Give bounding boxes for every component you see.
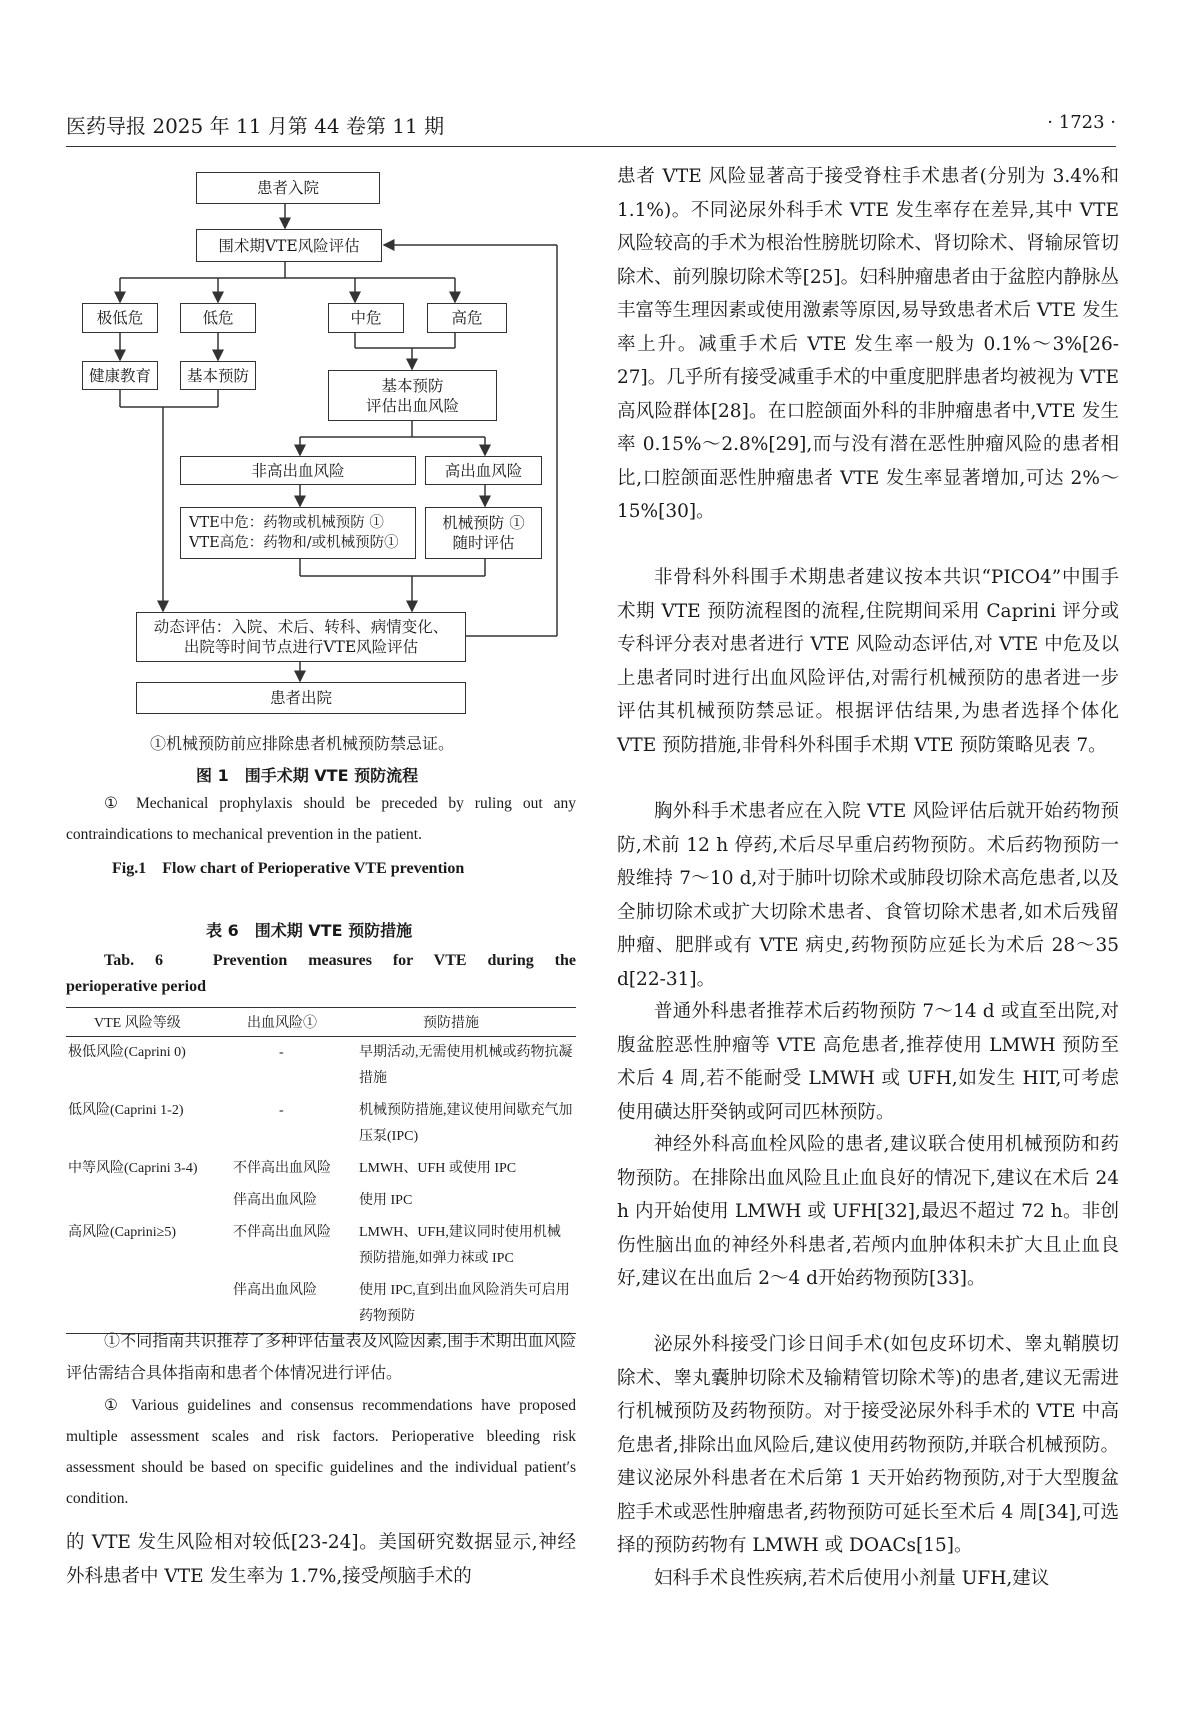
fc-high-risk: 高危 xyxy=(427,303,507,333)
table-header: VTE 风险等级 xyxy=(66,1008,231,1037)
body-paragraph: 患者 VTE 风险显著高于接受脊柱手术患者(分别为 3.4%和 1.1%)。不同泌尿外科手术 VTE 发生率存在差异,其中 VTE 风险较高的手术为根治性膀胱切除术、肾切除术、肾输尿管切除术、前列腺切除术等[25]。妇科肿瘤患者由于盆腔内静脉丛丰富等生理因素或使用激素等原因,易导致患者术后 VTE 发生率上升。减重手术后 VTE 发生率一般为 0.1%～3%[26-27]。几乎所有接受减重手术的中重度肥胖患者均被视为 VTE 高风险群体[28]。在口腔颌面外科的非肿瘤患者中,VTE 发生率 0.15%～2.8%[29],而与没有潜在恶性肿瘤风险的患者相比,口腔颌面恶性肿瘤患者 VTE 发生率显著增加,可达 2%～15%[30]。 xyxy=(617,166,1119,522)
table-header: 出血风险① xyxy=(231,1008,343,1037)
table-row xyxy=(66,1217,576,1275)
table-cell: 低风险(Caprini 1-2) xyxy=(68,1103,184,1118)
tab6-title-en-line1: Tab. 6 Prevention measures for VTE during the xyxy=(104,952,576,969)
table-cell xyxy=(66,1185,231,1217)
fc-low-risk: 低危 xyxy=(180,303,256,333)
fig1-title-en: Fig.1 Flow chart of Perioperative VTE prevention xyxy=(112,860,465,877)
tab6-note-cn: ①不同指南共识推荐了多种评估量表及风险因素,围手术期出血风险评估需结合具体指南和患者个体情况进行评估。 xyxy=(66,1331,576,1382)
table-cell: LMWH、UFH,建议同时使用机械预防措施,如弹力袜或 IPC xyxy=(359,1225,561,1266)
fc-admission: 患者入院 xyxy=(196,172,380,204)
fc-health-education: 健康教育 xyxy=(82,361,158,390)
table-cell: 使用 IPC xyxy=(359,1193,413,1208)
body-paragraph: 胸外科手术患者应在入院 VTE 风险评估后就开始药物预防,术前 12 h 停药,术后尽早重启药物预防。术后药物预防一般维持 7～10 d,对于肺叶切除术或肺段切除术高危患者,以及全肺切除术或扩大切除术患者、食管切除术患者,如术后残留肿瘤、肥胖或有 VTE 病史,药物预防应延长为术后 28～35 d[22-31]。 xyxy=(617,801,1119,990)
table-cell: 不伴高出血风险 xyxy=(233,1161,331,1176)
fc-high-bleeding: 高出血风险 xyxy=(425,456,542,485)
journal-header: 医药导报 2025 年 11 月第 44 卷第 11 期 xyxy=(66,114,445,138)
table-cell: LMWH、UFH 或使用 IPC xyxy=(359,1161,517,1176)
table-cell: 不伴高出血风险 xyxy=(233,1225,331,1240)
fig1-title-cn: 图 1 围手术期 VTE 预防流程 xyxy=(196,766,419,785)
table-cell: 中等风险(Caprini 3-4) xyxy=(68,1161,198,1176)
fc-risk-assessment: 围术期VTE风险评估 xyxy=(196,229,382,262)
table-cell: - xyxy=(279,1103,284,1118)
table-cell: 使用 IPC,直到出血风险消失可启用药物预防 xyxy=(343,1275,576,1334)
tab6-title-en-line2: perioperative period xyxy=(66,978,206,995)
fc-non-high-bleeding: 非高出血风险 xyxy=(180,456,416,485)
table-cell: 早期活动,无需使用机械或药物抗凝措施 xyxy=(359,1045,573,1086)
fc-mechanical-prevention: 机械预防 ① 随时评估 xyxy=(425,507,542,559)
fc-mid-risk: 中危 xyxy=(328,303,404,333)
table-cell: 高风险(Caprini≥5) xyxy=(68,1225,177,1240)
table-cell: 伴高出血风险 xyxy=(231,1275,343,1334)
table-row xyxy=(66,1095,576,1153)
table-cell: 极低风险(Caprini 0) xyxy=(68,1045,186,1060)
table-row xyxy=(66,1153,576,1185)
fc-dynamic-assessment: 动态评估：入院、术后、转科、病情变化、 出院等时间节点进行VTE风险评估 xyxy=(136,612,466,662)
fc-basic-prevention: 基本预防 xyxy=(180,361,256,390)
fc-discharge: 患者出院 xyxy=(136,682,466,714)
table-row xyxy=(66,1037,576,1096)
body-paragraph: 妇科手术良性疾病,若术后使用小剂量 UFH,建议 xyxy=(654,1568,1050,1589)
page-number: · 1723 · xyxy=(1047,112,1116,133)
table-cell: - xyxy=(279,1045,284,1060)
fig1-note-cn: ①机械预防前应排除患者机械预防禁忌证。 xyxy=(150,734,455,753)
fc-vte-measures: VTE中危：药物或机械预防 ① VTE高危：药物和/或机械预防① xyxy=(180,507,416,559)
body-paragraph: 泌尿外科接受门诊日间手术(如包皮环切术、睾丸鞘膜切除术、睾丸囊肿切除术及输精管切除术等)的患者,建议无需进行机械预防及药物预防。对于接受泌尿外科手术的 VTE 中高危患者,排除出血风险后,建议使用药物预防,并联合机械预防。建议泌尿外科患者在术后第 1 天开始药物预防,对于大型腹盆腔手术或恶性肿瘤患者,药物预防可延长至术后 4 周[34],可选择的预防药物有 LMWH 或 DOACs[15]。 xyxy=(617,1334,1119,1556)
body-paragraph: 非骨科外科围手术期患者建议按本共识“PICO4”中围手术期 VTE 预防流程图的流程,住院期间采用 Caprini 评分或专科评分表对患者进行 VTE 风险动态评估,对 VTE 中危及以上患者同时进行出血风险评估,对需行机械预防的患者进一步评估其机械预防禁忌证。根据评估结果,为患者选择个体化 VTE 预防措施,非骨科外科围手术期 VTE 预防策略见表 7。 xyxy=(617,567,1119,756)
body-paragraph: 普通外科患者推荐术后药物预防 7～14 d 或直至出院,对腹盆腔恶性肿瘤等 VTE 高危患者,推荐使用 LMWH 预防至术后 4 周,若不能耐受 LMWH 或 UFH,如发生 HIT,可考虑使用磺达肝癸钠或阿司匹林预防。 xyxy=(617,1001,1119,1123)
fc-very-low-risk: 极低危 xyxy=(82,303,158,333)
table-header: 预防措施 xyxy=(343,1008,576,1037)
table-cell: 伴高出血风险 xyxy=(233,1193,317,1208)
body-paragraph: 神经外科高血栓风险的患者,建议联合使用机械预防和药物预防。在排除出血风险且止血良好的情况下,建议在术后 24 h 内开始使用 LMWH 或 UFH[32],最迟不超过 72 h。非创伤性脑出血的神经外科患者,若颅内血肿体积未扩大且止血良好,建议在出血后 2～4 d开始药物预防[33]。 xyxy=(617,1134,1119,1289)
prevention-measures-table xyxy=(66,1007,576,1334)
fc-basic-bleeding-assessment: 基本预防 评估出血风险 xyxy=(328,370,497,421)
left-body-text: 的 VTE 发生风险相对较低[23-24]。美国研究数据显示,神经外科患者中 VTE 发生率为 1.7%,接受颅脑手术的 xyxy=(66,1532,576,1587)
tab6-title-cn: 表 6 围术期 VTE 预防措施 xyxy=(206,921,413,940)
tab6-note-en: ① Various guidelines and consensus recommendations have proposed multiple assessment scales and risk factors. Perioperative bleeding risk assessment should be based on specific guidelines and the individual patient′s condition. xyxy=(66,1397,576,1507)
fig1-note-en: ① Mechanical prophylaxis should be preceded by ruling out any contraindications to mechanical prevention in the patient. xyxy=(66,795,576,843)
table-row xyxy=(66,1185,576,1217)
table-cell: 机械预防措施,建议使用间歇充气加压泵(IPC) xyxy=(359,1103,573,1144)
